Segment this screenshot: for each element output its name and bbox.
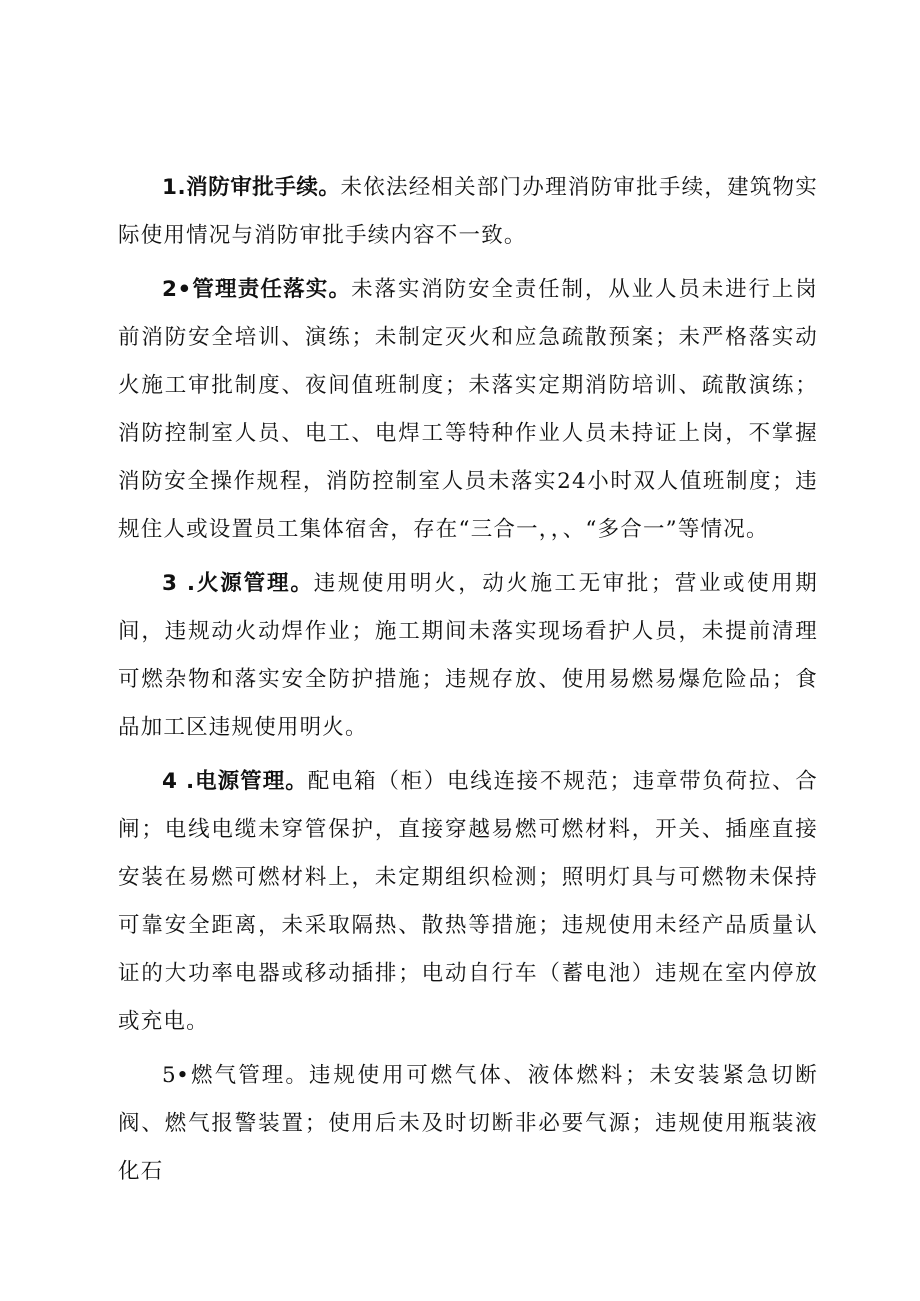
paragraph-heading: 2•管理责任落实。	[162, 277, 352, 302]
paragraph-power-source	[118, 758, 818, 1046]
paragraph-body: 违规使用可燃气体、液体燃料；未安装紧急切断阀、燃气报警装置；使用后未及时切断非必要气源；违规使用瓶装液化石	[118, 1063, 818, 1184]
paragraph-body: 配电箱（柜）电线连接不规范；违章带负荷拉、合闸；电线电缆未穿管保护，直接穿越易燃可燃材料，开关、插座直接安装在易燃可燃材料上，未定期组织检测；照明灯具与可燃物未保持可靠安全距离，未采取隔热、散热等措施；违规使用未经产品质量认证的大功率电器或移动插排；电动自行车（蓄电池）违规在室内停放或充电。	[118, 769, 818, 1034]
paragraph-heading: 1.消防审批手续。	[162, 175, 341, 200]
paragraph-fire-source	[118, 560, 818, 752]
paragraph-heading: 5•燃气管理。	[162, 1063, 310, 1088]
paragraph-body: 未落实消防安全责任制，从业人员未进行上岗前消防安全培训、演练；未制定灭火和应急疏散预案；未严格落实动火施工审批制度、夜间值班制度；未落实定期消防培训、疏散演练；消防控制室人员、电工、电焊工等特种作业人员未持证上岗，不掌握消防安全操作规程，消防控制室人员未落实24小时双人值班制度；违规住人或设置员工集体宿舍，存在“三合一，，、“多合一”等情况。	[118, 277, 818, 542]
paragraph-fire-approval	[118, 164, 818, 260]
paragraph-heading: 4 .电源管理。	[162, 769, 308, 794]
paragraph-gas-management	[118, 1052, 818, 1196]
document-page	[118, 164, 818, 1202]
paragraph-management-responsibility	[118, 266, 818, 554]
paragraph-body: 未依法经相关部门办理消防审批手续，建筑物实际使用情况与消防审批手续内容不一致。	[118, 175, 818, 248]
paragraph-body: 违规使用明火，动火施工无审批；营业或使用期间，违规动火动焊作业；施工期间未落实现场看护人员，未提前清理可燃杂物和落实安全防护措施；违规存放、使用易燃易爆危险品；食品加工区违规使用明火。	[118, 571, 818, 740]
paragraph-heading: 3 .火源管理。	[162, 571, 314, 596]
